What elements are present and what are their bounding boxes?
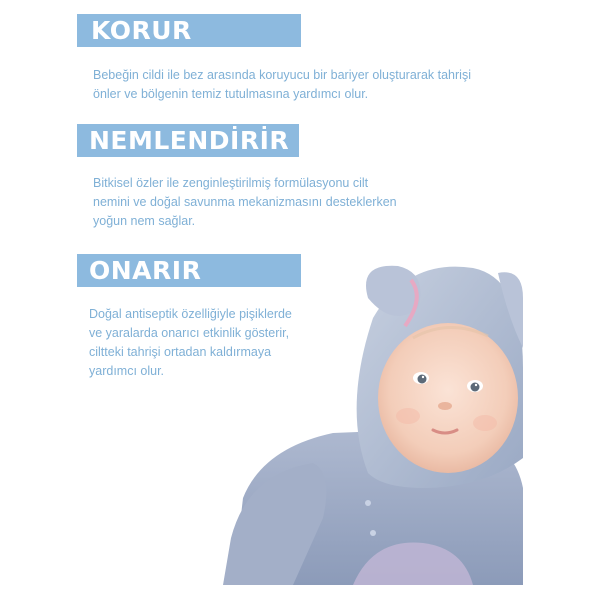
section-title-onarir: ONARIR <box>77 254 301 287</box>
button-2 <box>370 530 376 536</box>
text-line: ciltteki tahrişi ortadan kaldırmaya <box>89 345 272 359</box>
text-line: yardımcı olur. <box>89 364 165 378</box>
text-line: Bebeğin cildi ile bez arasında koruyucu bir bariyer oluşturarak tahrişi <box>93 68 471 82</box>
text-line: Doğal antiseptik özelliğiyle pişiklerde <box>89 307 292 321</box>
hood-ear-left <box>366 266 421 316</box>
baby-face <box>378 323 518 473</box>
section-title-nemlendirir: NEMLENDİRİR <box>77 124 299 157</box>
text-line: yoğun nem sağlar. <box>93 214 196 228</box>
baby-in-hoodie-photo <box>223 258 523 585</box>
text-line: nemini ve doğal savunma mekanizmasını desteklerken <box>93 195 397 209</box>
section-text-nemlendirir <box>93 174 453 231</box>
baby-nose <box>438 402 452 410</box>
text-line: ve yaralarda onarıcı etkinlik gösterir, <box>89 326 290 340</box>
section-text-korur <box>93 66 533 104</box>
section-title-korur: KORUR <box>77 14 301 47</box>
button-1 <box>365 500 371 506</box>
text-line: önler ve bölgenin temiz tutulmasına yardımcı olur. <box>93 87 369 101</box>
text-line: Bitkisel özler ile zenginleştirilmiş formülasyonu cilt <box>93 176 369 190</box>
